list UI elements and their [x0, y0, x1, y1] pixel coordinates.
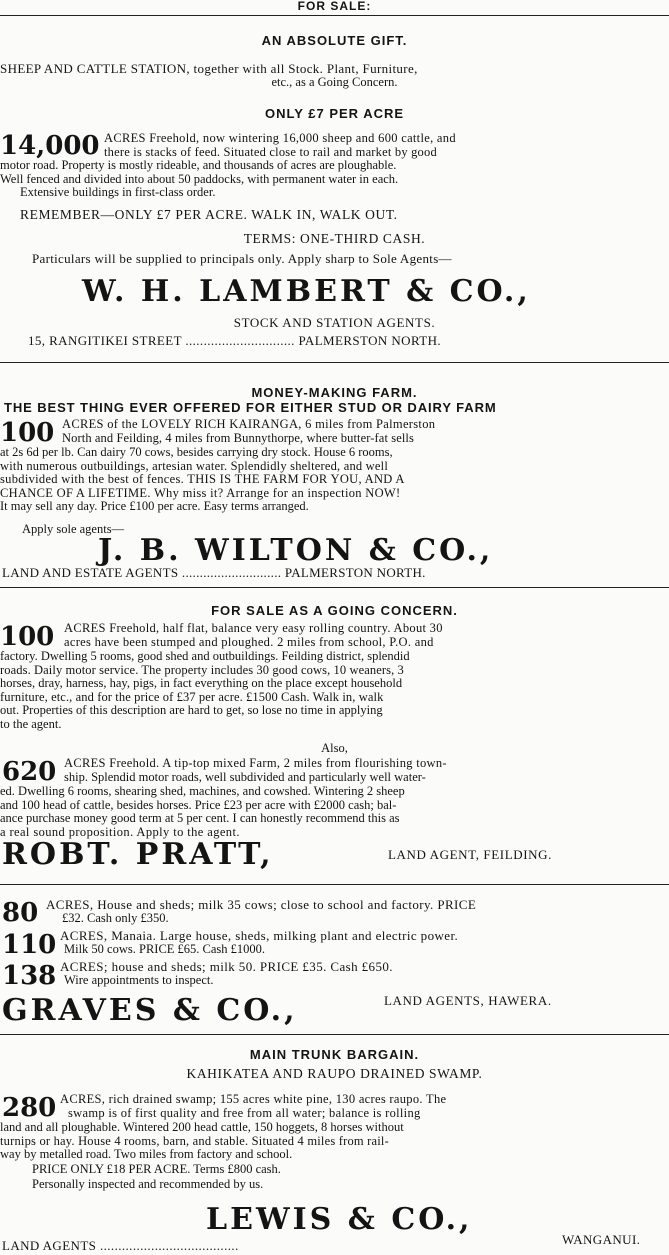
- agent-address-right: WANGANUI.: [562, 1232, 641, 1247]
- ad-subheading: THE BEST THING EVER OFFERED FOR EITHER STUD OR DAIRY FARM: [4, 400, 497, 415]
- listing-text: ACRES, House and sheds; milk 35 cows; close to school and factory. PRICE £32. Cash only £350.: [46, 898, 477, 925]
- ad-price-line: ONLY £7 PER ACRE: [264, 106, 405, 121]
- ad-heading: AN ABSOLUTE GIFT.: [261, 33, 408, 48]
- listing-text: ACRES, rich drained swamp; 155 acres white pine, 130 acres raupo. The swamp is of first quality and free from all water; balance is rolling: [60, 1093, 447, 1120]
- listing-acres-number: 80: [2, 898, 39, 928]
- remember-line: REMEMBER—ONLY £7 PER ACRE. WALK IN, WALK OUT.: [20, 207, 398, 222]
- listing-text-cont: at 2s 6d per lb. Can dairy 70 cows, besides carrying dry stock. House 6 rooms, with numerous outbuildings, artesian water. Splendidly sheltered, and well subdivided with the best of fences. THIS IS THE FARM FOR YOU, AND A CHANCE OF A LIFETIME. Why miss it? Arrange for an inspection NOW! It may sell any day. Price £100 per acre. Easy terms arranged.: [0, 446, 405, 514]
- agent-type: LAND AGENT, FEILDING.: [388, 847, 553, 862]
- listing-text-cont: motor road. Property is mostly rideable, and thousands of acres are ploughable. Well fenced and divided into about 50 paddocks, with permanent water in each. Extensive buildings in first-class order.: [0, 159, 399, 200]
- listing-acres-number: 110: [2, 930, 57, 960]
- ad-subheading: KAHIKATEA AND RAUPO DRAINED SWAMP.: [186, 1066, 483, 1081]
- listing-acres-number: 138: [2, 961, 57, 991]
- listing-acres-number: 100: [0, 622, 55, 652]
- divider: [0, 587, 669, 588]
- ad-heading: MONEY-MAKING FARM.: [251, 385, 418, 400]
- agent-name: LEWIS & CO.,: [206, 1202, 473, 1237]
- particulars-line: Particulars will be supplied to principals only. Apply sharp to Sole Agents—: [32, 251, 452, 266]
- ad-subheading: SHEEP AND CATTLE STATION, together with all Stock. Plant, Furniture, etc., as a Going Concern.: [0, 62, 418, 89]
- divider: [0, 1034, 669, 1035]
- agent-name: J. B. WILTON & CO.,: [98, 533, 494, 568]
- divider: [0, 362, 669, 363]
- listing-text: ACRES Freehold, now wintering 16,000 sheep and 600 cattle, and there is stacks of feed. Situated close to rail and market by good: [104, 132, 456, 159]
- terms-line: TERMS: ONE-THIRD CASH.: [243, 231, 426, 246]
- listing-text-cont: land and all ploughable. Wintered 200 head cattle, 150 hoggets, 8 horses without turnips or hay. House 4 rooms, barn, and stable. Situated 4 miles from rail- way by metalled road. Two miles from factory and school.: [0, 1121, 404, 1162]
- listing-text-cont: factory. Dwelling 5 rooms, good shed and outbuildings. Feilding district, splendid roads. Daily motor service. The property includes 30 good cows, 10 weaners, 3 horses, dray, harness, hay, pigs, in fact everything on the place except household furniture, etc., and for the price of £37 per acre. £1500 Cash. Walk in, walk out. Properties of this description are hard to get, so lose no time in applying to the agent.: [0, 650, 410, 731]
- also-line: Also,: [321, 741, 348, 755]
- agent-address: 15, RANGITIKEI STREET .............................. PALMERSTON NORTH.: [28, 333, 442, 348]
- agent-name: W. H. LAMBERT & CO.,: [82, 274, 531, 309]
- inspected-line: Personally inspected and recommended by us.: [32, 1177, 264, 1191]
- listing-text: ACRES; house and sheds; milk 50. PRICE £35. Cash £650. Wire appointments to inspect.: [60, 960, 393, 987]
- ad-heading: MAIN TRUNK BARGAIN.: [249, 1047, 420, 1062]
- ad-heading: FOR SALE AS A GOING CONCERN.: [211, 603, 458, 618]
- agent-type: STOCK AND STATION AGENTS.: [233, 315, 436, 330]
- price-line: PRICE ONLY £18 PER ACRE. Terms £800 cash.: [32, 1162, 281, 1176]
- listing-text: ACRES of the LOVELY RICH KAIRANGA, 6 miles from Palmerston North and Feilding, 4 miles from Bunnythorpe, where butter-fat sells: [62, 418, 436, 445]
- listing-acres-number: 14,000: [0, 131, 100, 161]
- divider: [0, 15, 669, 16]
- agent-name: ROBT. PRATT,: [2, 837, 274, 872]
- listing-text-cont: ed. Dwelling 6 rooms, shearing shed, machines, and cowshed. Wintering 2 sheep and 100 head of cattle, besides horses. Price £23 per acre with £2000 cash; bal- ance purchase money good term at 5 per cent. I can honestly recommend this as a real sound proposition. Apply to the agent.: [0, 785, 405, 839]
- listing-text: ACRES Freehold, half flat, balance very easy rolling country. About 30 acres have been stumped and ploughed. 2 miles from school, P.O. and: [64, 622, 443, 649]
- listing-acres-number: 280: [2, 1093, 57, 1123]
- listing-text: ACRES, Manaia. Large house, sheds, milking plant and electric power. Milk 50 cows. PRICE £65. Cash £1000.: [60, 929, 459, 956]
- agent-address-left: LAND AGENTS ......................................: [2, 1238, 239, 1253]
- divider: [0, 884, 669, 885]
- agent-type: LAND AGENTS, HAWERA.: [384, 993, 552, 1008]
- agent-name: GRAVES & CO.,: [2, 993, 298, 1028]
- agent-address: LAND AND ESTATE AGENTS ............................ PALMERSTON NORTH.: [2, 565, 426, 580]
- apply-line: Apply sole agents—: [22, 522, 125, 536]
- listing-acres-number: 620: [2, 757, 57, 787]
- listing-acres-number: 100: [0, 418, 55, 448]
- masthead: FOR SALE:: [297, 0, 372, 13]
- listing-text: ACRES Freehold. A tip-top mixed Farm, 2 miles from flourishing town- ship. Splendid motor roads, well subdivided and particularly well water-: [64, 757, 447, 784]
